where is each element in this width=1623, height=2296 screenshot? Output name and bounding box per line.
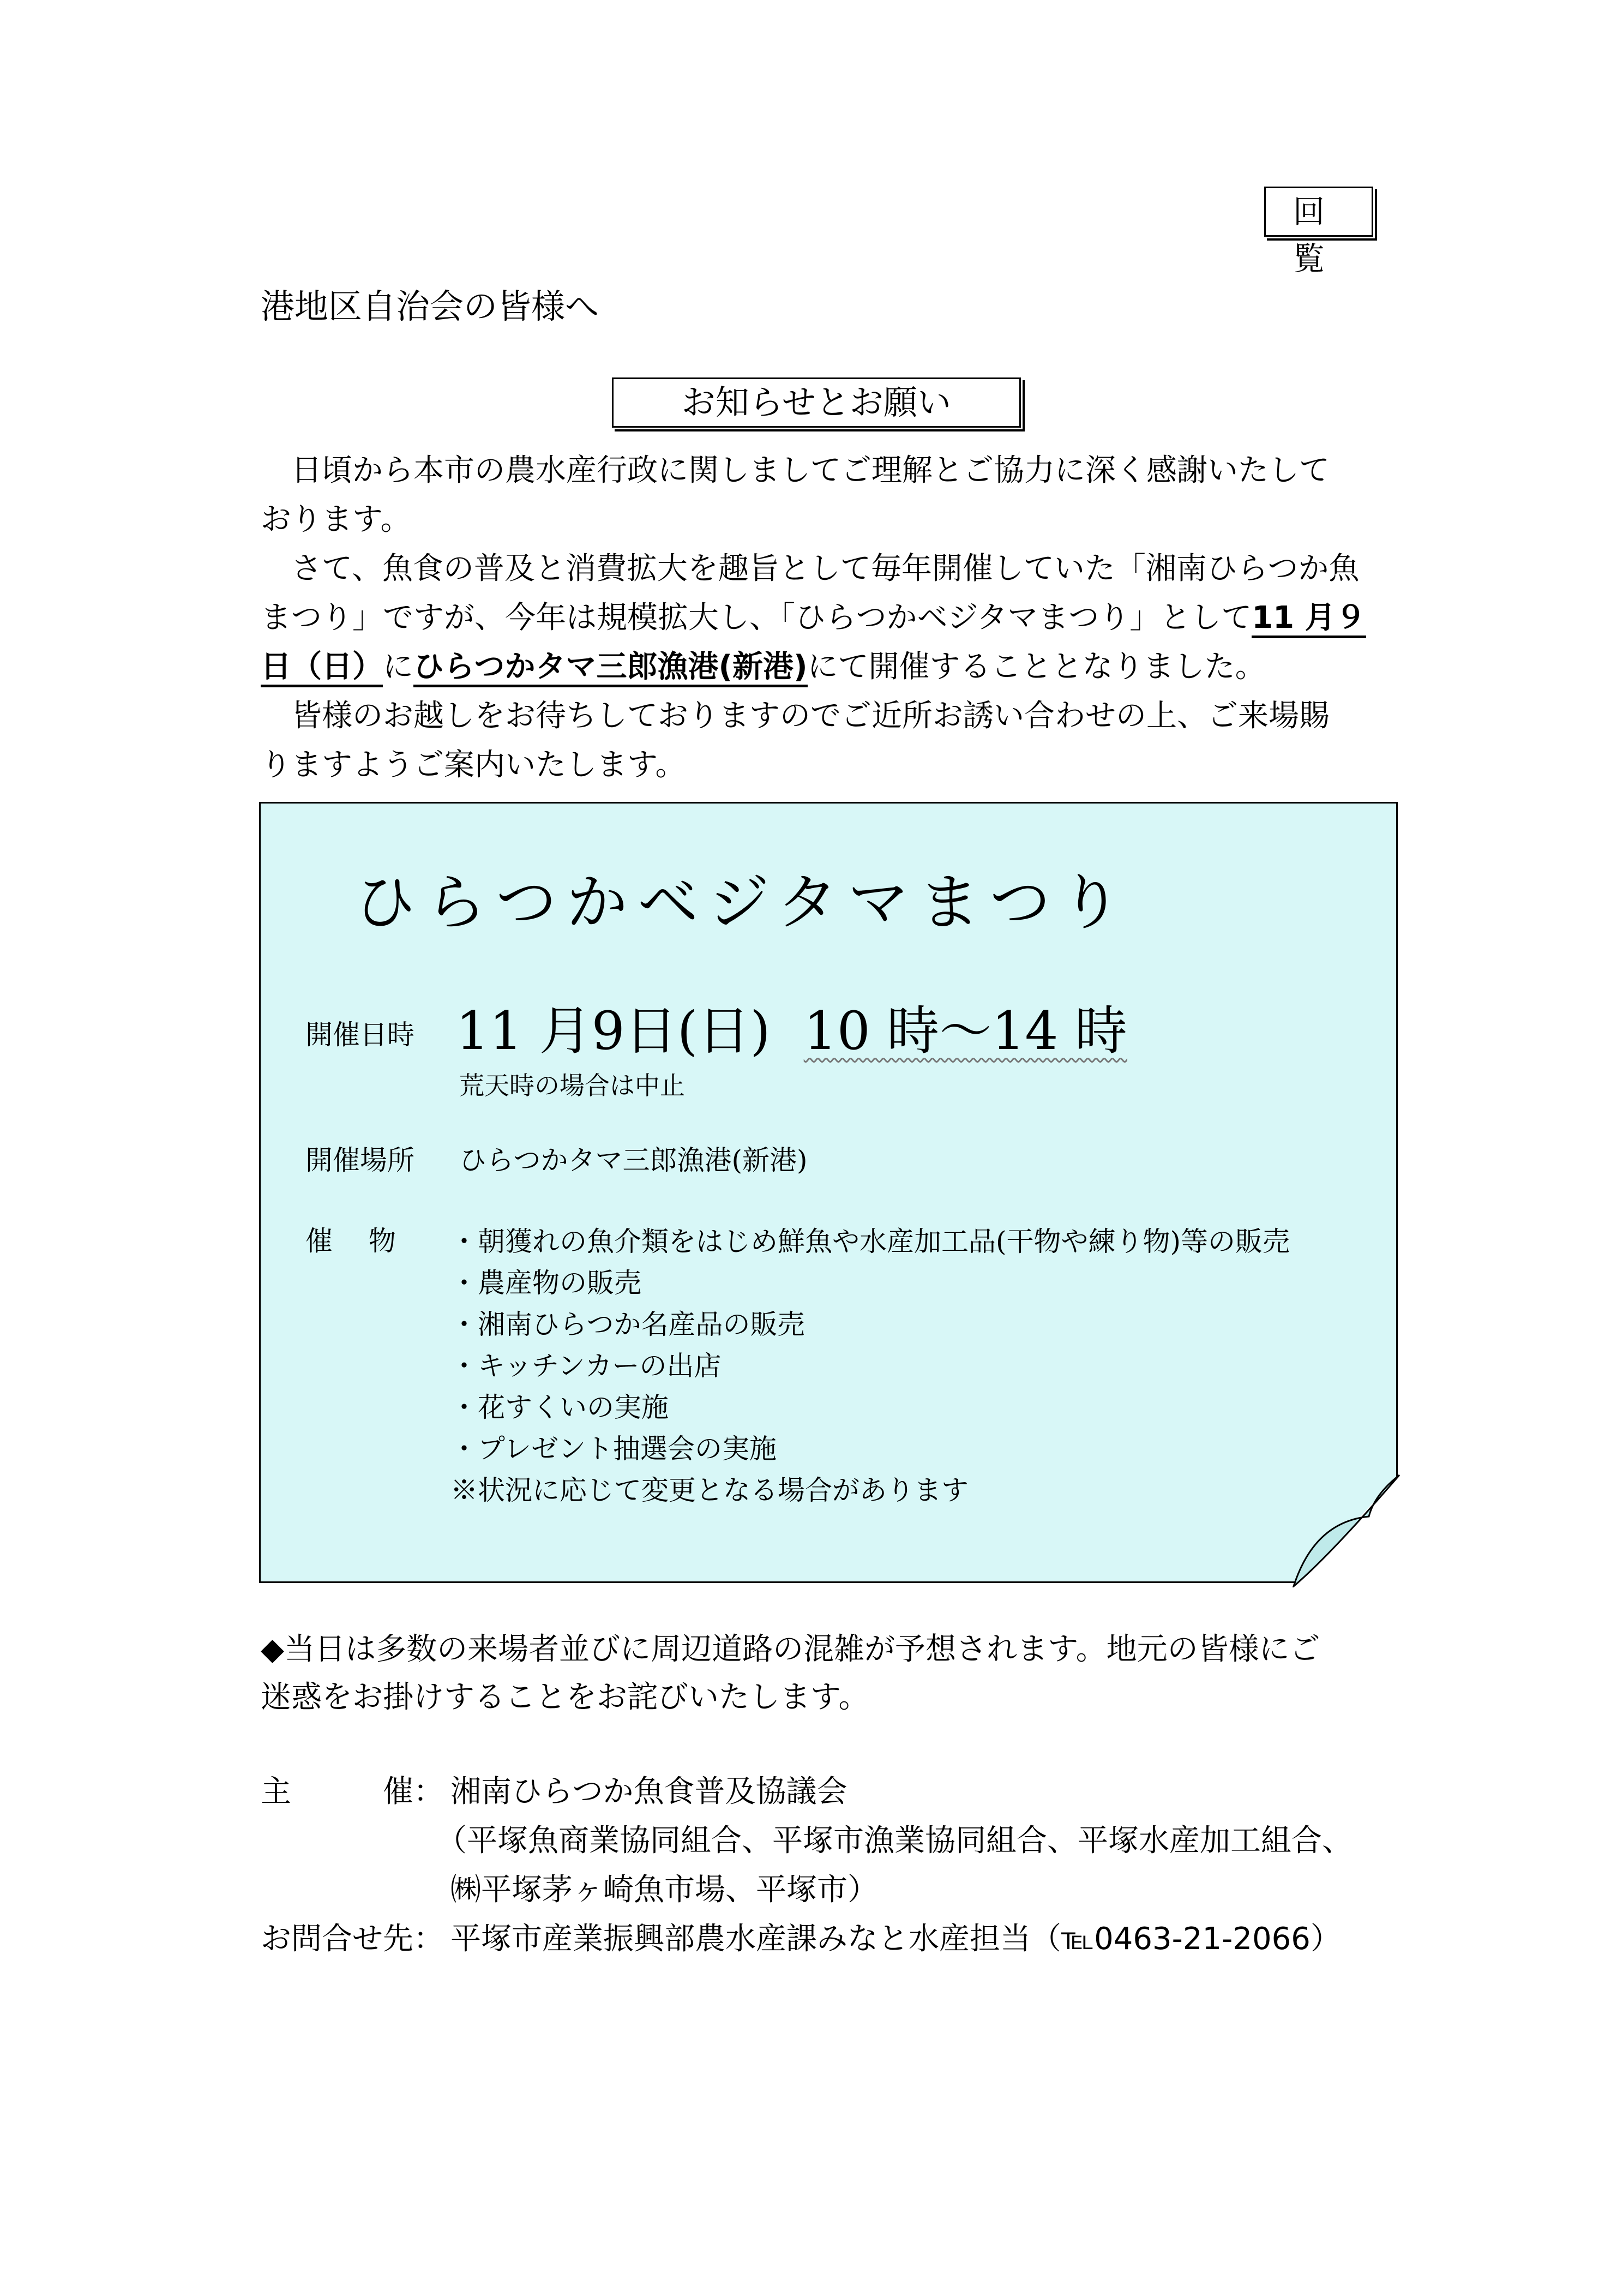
organizer-label: 主 催： [261, 1774, 444, 1809]
event-datetime [456, 998, 1127, 1064]
addressee: 港地区自治会の皆様へ [261, 286, 599, 326]
change-note: ※状況に応じて変更となる場合があります [450, 1474, 969, 1506]
organizer-members-1: （平塚魚商業協同組合、平塚市漁業協同組合、平塚水産加工組合、 [436, 1823, 1352, 1859]
contact-label: お問合せ先： [261, 1921, 444, 1957]
event-date: 11 月9日(日) [456, 1000, 771, 1062]
list-item: ・湘南ひらつか名産品の販売 [450, 1309, 805, 1340]
event-date-underlined: 11 月９ [1252, 600, 1366, 638]
circulation-stamp: 回 覧 [1264, 187, 1373, 237]
intro-line-3: さて、魚食の普及と消費拡大を趣旨として毎年開催していた「湘南ひらつか魚 [291, 551, 1360, 586]
intro-line-4: まつり」ですが、今年は規模拡大し、「ひらつかベジタマまつり」として11 月９ [261, 594, 1384, 643]
event-place-underlined: ひらつかタマ三郎漁港(新港) [413, 649, 808, 687]
intro-line-2: おります。 [261, 502, 411, 537]
intro-line-7: りますようご案内いたします。 [261, 747, 686, 783]
event-title: ひらつかベジタマまつり [354, 867, 1132, 938]
intro-line-1: 日頃から本市の農水産行政に関しましてご理解とご協力に深く感謝いたして [291, 453, 1330, 488]
notice-title: お知らせとお願い [612, 377, 1021, 428]
event-place: ひらつかタマ三郎漁港(新港) [459, 1144, 808, 1176]
rain-note: 荒天時の場合は中止 [459, 1071, 685, 1100]
list-item: ・キッチンカーの出店 [450, 1350, 722, 1382]
place-label: 開催場所 [305, 1144, 414, 1176]
apology-line-2: 迷惑をお掛けすることをお詫びいたします。 [261, 1680, 869, 1715]
date-label: 開催日時 [305, 1019, 414, 1051]
items-label: 催 物 [305, 1225, 396, 1257]
event-time: 10 時～14 時 [803, 1000, 1128, 1062]
page-curl-icon [1293, 1473, 1402, 1587]
contact-info: 平塚市産業振興部農水産課みなと水産担当（℡0463-21-2066） [450, 1921, 1341, 1957]
intro-line-5: 日（日）にひらつかタマ三郎漁港(新港)にて開催することとなりました。 [261, 643, 1384, 692]
organizer-name: 湘南ひらつか魚食普及協議会 [450, 1774, 847, 1809]
intro-line-6: 皆様のお越しをお待ちしておりますのでご近所お誘い合わせの上、ご来場賜 [291, 698, 1330, 734]
organizer-members-2: ㈱平塚茅ヶ崎魚市場、平塚市） [450, 1872, 878, 1908]
list-item: ・花すくいの実施 [450, 1392, 669, 1423]
list-item: ・農産物の販売 [450, 1267, 641, 1299]
list-item: ・プレゼント抽選会の実施 [450, 1433, 777, 1465]
list-item: ・朝獲れの魚介類をはじめ鮮魚や水産加工品(干物や練り物)等の販売 [450, 1226, 1290, 1257]
apology-line-1: ◆当日は多数の来場者並びに周辺道路の混雑が予想されます。地元の皆様にご [261, 1632, 1320, 1667]
event-date-underlined-cont: 日（日） [261, 649, 383, 687]
